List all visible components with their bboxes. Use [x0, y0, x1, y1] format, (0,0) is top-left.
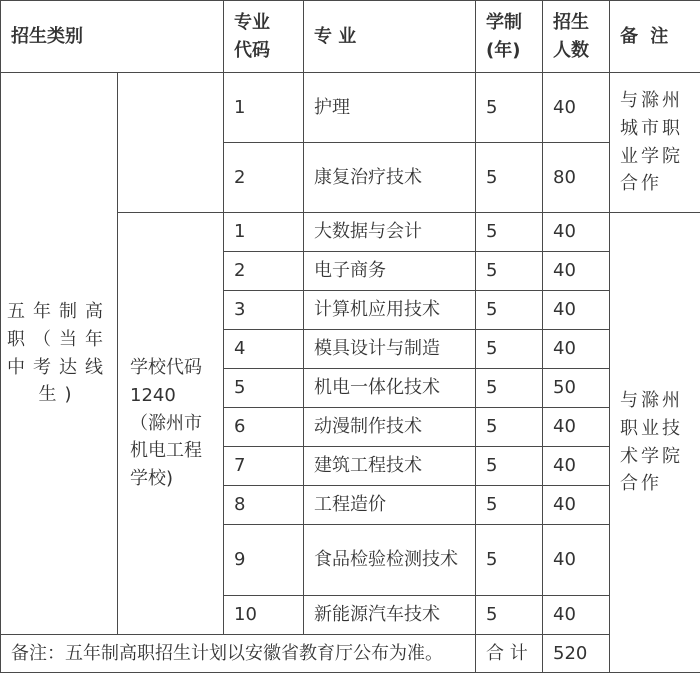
enroll-count: 40 — [543, 408, 610, 447]
group2-remark: 与滁州职业技术学院合作 — [610, 213, 700, 673]
study-years: 5 — [476, 408, 543, 447]
header-row — [1, 1, 700, 73]
major-code: 6 — [224, 408, 304, 447]
enroll-count: 40 — [543, 447, 610, 486]
enroll-count: 40 — [543, 525, 610, 596]
enroll-count: 40 — [543, 291, 610, 330]
major-code: 1 — [224, 73, 304, 143]
header-category: 招生类别 — [1, 1, 224, 73]
header-major-code-line1: 专业 — [234, 12, 270, 33]
major-name: 新能源汽车技术 — [304, 596, 476, 635]
header-major-code-line2: 代码 — [234, 40, 270, 61]
major-code: 2 — [224, 143, 304, 213]
enroll-count: 40 — [543, 486, 610, 525]
major-name: 建筑工程技术 — [304, 447, 476, 486]
header-remark: 备 注 — [610, 1, 700, 73]
header-years-line1: 学制 — [486, 12, 522, 33]
study-years: 5 — [476, 447, 543, 486]
header-count-line2: 人数 — [553, 40, 589, 61]
study-years: 5 — [476, 73, 543, 143]
major-code: 5 — [224, 369, 304, 408]
study-years: 5 — [476, 525, 543, 596]
footer-row — [1, 635, 700, 673]
enroll-count: 40 — [543, 213, 610, 252]
header-major: 专 业 — [304, 1, 476, 73]
total-label: 合 计 — [476, 635, 543, 673]
major-name: 电子商务 — [304, 252, 476, 291]
major-name: 模具设计与制造 — [304, 330, 476, 369]
major-code: 2 — [224, 252, 304, 291]
group2-label: 学校代码1240 （滁州市机电工程学校) — [118, 213, 224, 635]
enroll-count: 40 — [543, 252, 610, 291]
header-years — [476, 1, 543, 73]
study-years: 5 — [476, 291, 543, 330]
major-name: 动漫制作技术 — [304, 408, 476, 447]
enroll-count: 40 — [543, 596, 610, 635]
enroll-count: 40 — [543, 73, 610, 143]
major-code: 1 — [224, 213, 304, 252]
major-code: 3 — [224, 291, 304, 330]
study-years: 5 — [476, 330, 543, 369]
group1-remark: 与滁州城市职业学院合作 — [610, 73, 700, 213]
study-years: 5 — [476, 486, 543, 525]
group1-label — [118, 73, 224, 213]
major-name: 计算机应用技术 — [304, 291, 476, 330]
study-years: 5 — [476, 143, 543, 213]
footer-note: 备注：五年制高职招生计划以安徽省教育厅公布为准。 — [1, 635, 476, 673]
category-label: 五年制高职（当年中考达线生) — [1, 73, 118, 635]
study-years: 5 — [476, 596, 543, 635]
table-row — [1, 73, 700, 143]
major-name: 护理 — [304, 73, 476, 143]
major-code: 8 — [224, 486, 304, 525]
major-code: 7 — [224, 447, 304, 486]
major-code: 9 — [224, 525, 304, 596]
major-name: 机电一体化技术 — [304, 369, 476, 408]
major-name: 康复治疗技术 — [304, 143, 476, 213]
study-years: 5 — [476, 369, 543, 408]
enroll-count: 80 — [543, 143, 610, 213]
total-value: 520 — [543, 635, 610, 673]
header-count — [543, 1, 610, 73]
major-name: 食品检验检测技术 — [304, 525, 476, 596]
header-major-code — [224, 1, 304, 73]
enroll-count: 50 — [543, 369, 610, 408]
major-name: 工程造价 — [304, 486, 476, 525]
header-years-line2: (年) — [486, 40, 520, 61]
header-count-line1: 招生 — [553, 12, 589, 33]
major-code: 4 — [224, 330, 304, 369]
enroll-count: 40 — [543, 330, 610, 369]
study-years: 5 — [476, 252, 543, 291]
major-name: 大数据与会计 — [304, 213, 476, 252]
study-years: 5 — [476, 213, 543, 252]
major-code: 10 — [224, 596, 304, 635]
